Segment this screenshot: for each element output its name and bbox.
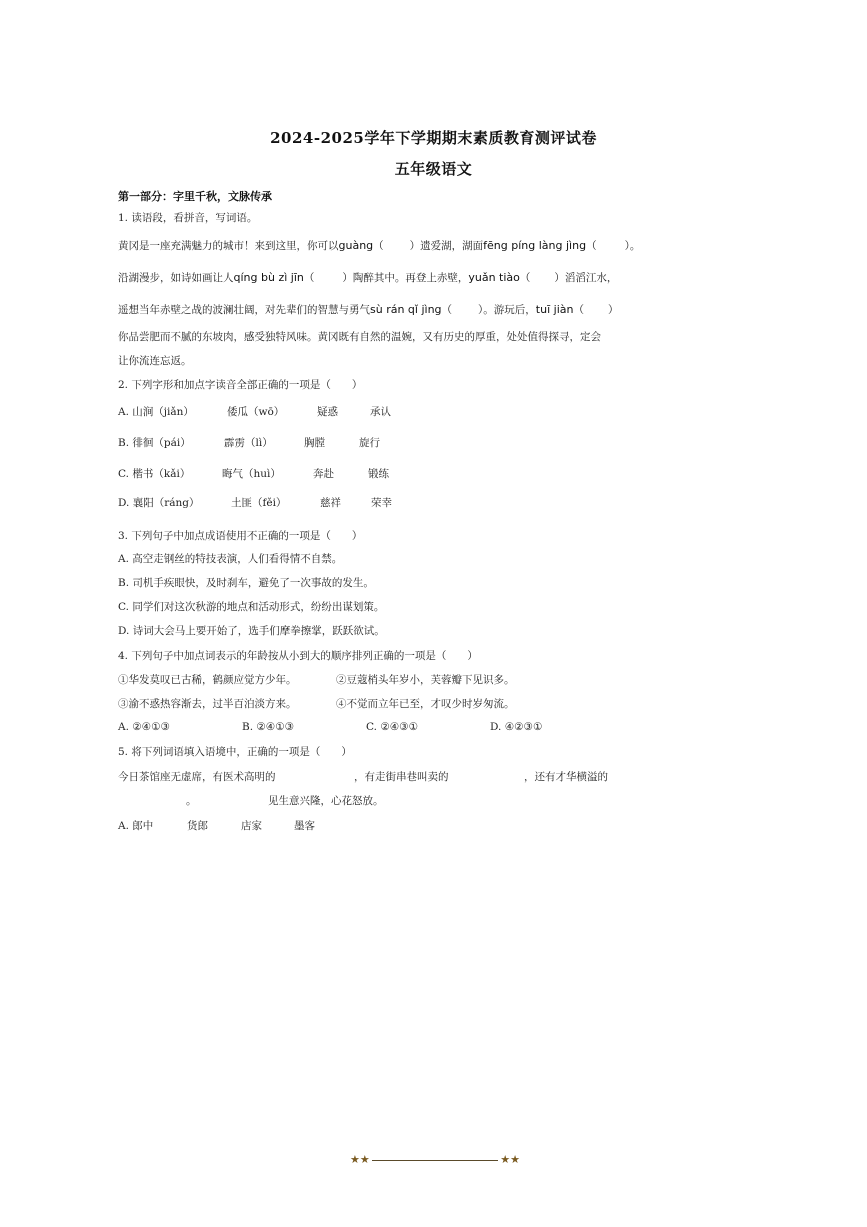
q1-pinyin: sù rán qǐ jìng (370, 303, 442, 316)
q4-option-c[interactable]: C. ②④③① (366, 721, 418, 733)
q3-option-c[interactable]: C. 同学们对这次秋游的地点和活动形式，纷纷出谋划策。 (118, 601, 385, 613)
q4-sentence-2: ②豆蔻梢头年岁小，芙蓉瓣下见识多。 (336, 674, 515, 686)
q5-text-3: ，还有才华横溢的 (524, 771, 608, 783)
q1-pinyin: guàng (338, 239, 374, 252)
q5-a-word1: A. 郎中 (118, 820, 154, 832)
q1-pinyin: tuī jiàn (535, 303, 574, 316)
q1-line-4: 你品尝肥而不腻的东坡肉，感受独特风味。黄冈既有自然的温婉，又有历史的厚重，处处值得探寻，定会 (118, 331, 601, 343)
q5-text-2: ，有走街串巷叫卖的 (354, 771, 449, 783)
q1-stem: 1. 读语段，看拼音，写词语。 (118, 212, 258, 224)
q1-text: 。 (629, 240, 641, 252)
q3-stem: 3. 下列句子中加点成语使用不正确的一项是（ ） (118, 530, 363, 542)
footer-divider (372, 1160, 498, 1161)
q4-stem: 4. 下列句子中加点词表示的年龄按从小到大的顺序排列正确的一项是（ ） (118, 650, 478, 662)
footer-ornament (350, 1153, 520, 1167)
q3-option-d[interactable]: D. 诗词大会马上要开始了，选手们摩拳擦掌，跃跃欲试。 (118, 625, 385, 637)
q4-option-b[interactable]: B. ②④①③ (242, 721, 295, 733)
q1-line-2: 沿湖漫步，如诗如画让人qíng bù zì jīn（ ）陶醉其中。再登上赤壁，yuǎn tiào（ ）滔滔江水， (118, 271, 618, 284)
star-icon: ★★ (350, 1153, 370, 1166)
q3-option-a[interactable]: A. 高空走钢丝的特技表演，人们看得情不自禁。 (118, 553, 343, 565)
q2-c-word1: C. 楷书（kǎi） (118, 468, 191, 480)
q1-text: 陶醉其中。再登上赤壁， (352, 272, 469, 284)
q1-text: 滔滔江水， (564, 272, 618, 284)
q1-text: 。游玩后， (483, 304, 536, 316)
q5-a-word2: 货郎 (187, 820, 208, 832)
q5-a-word3: 店家 (241, 820, 262, 832)
q4-sentence-3: ③渝不惑热容渐去，过半百泊淡方来。 (118, 698, 297, 710)
q5-text-1: 今日茶馆座无虚席，有医术高明的 (118, 771, 276, 783)
q5-a-word4: 墨客 (294, 820, 315, 832)
q2-d-word4: 荣幸 (371, 497, 392, 509)
q2-d-word3: 慈祥 (320, 497, 341, 509)
q1-text: 黄冈是一座充满魅力的城市！来到这里，你可以 (118, 240, 339, 252)
q2-b-word3: 胸膛 (304, 437, 325, 449)
q2-a-word1: A. 山涧（jiǎn） (118, 406, 194, 418)
q1-line-3: 遥想当年赤壁之战的波澜壮阔，对先辈们的智慧与勇气sù rán qǐ jìng（ ）。游玩后，tuī jiàn（ ） (118, 303, 619, 316)
part1-heading: 第一部分：字里千秋，文脉传承 (118, 190, 272, 203)
q2-c-word4: 锻练 (368, 468, 389, 480)
q1-pinyin: qíng bù zì jīn (233, 271, 304, 284)
q5-text-5: 见生意兴隆，心花怒放。 (268, 795, 384, 807)
exam-title: 2024-2025学年下学期期末素质教育测评试卷 (270, 129, 597, 147)
q1-pinyin: fēng píng làng jìng (483, 239, 587, 252)
q2-a-word3: 疑惑 (317, 406, 338, 418)
q2-a-word2: 倭瓜（wō） (227, 406, 285, 418)
q1-text: 遗爱湖，湖面 (420, 240, 484, 252)
q4-sentence-1: ①华发莫叹已古稀，鹤颜应觉方少年。 (118, 674, 297, 686)
q5-text-4: 。 (186, 795, 197, 807)
q4-option-d[interactable]: D. ④②③① (490, 721, 543, 733)
q2-d-word2: 土匪（fěi） (231, 497, 287, 509)
q1-text: 遥想当年赤壁之战的波澜壮阔，对先辈们的智慧与勇气 (118, 304, 370, 316)
q1-pinyin: yuǎn tiào (468, 271, 520, 284)
q3-option-b[interactable]: B. 司机手疾眼快，及时刹车，避免了一次事故的发生。 (118, 577, 374, 589)
exam-subtitle: 五年级语文 (394, 160, 473, 178)
q1-text: 沿湖漫步，如诗如画让人 (118, 272, 234, 284)
star-icon: ★★ (500, 1153, 520, 1166)
q2-b-word1: B. 徘徊（pái） (118, 437, 191, 449)
q2-stem: 2. 下列字形和加点字读音全部正确的一项是（ ） (118, 379, 363, 391)
q1-line-5: 让你流连忘返。 (118, 355, 192, 367)
q2-b-word2: 霹雳（lì） (224, 437, 273, 449)
q2-d-word1: D. 襄阳（ráng） (118, 497, 200, 509)
q2-b-word4: 旋行 (359, 437, 380, 449)
q5-stem: 5. 将下列词语填入语境中，正确的一项是（ ） (118, 746, 352, 758)
q4-sentence-4: ④不觉而立年已至，才叹少时岁匆流。 (336, 698, 515, 710)
q2-a-word4: 承认 (370, 406, 391, 418)
q4-option-a[interactable]: A. ②④①③ (118, 721, 170, 733)
q2-c-word3: 奔赴 (313, 468, 334, 480)
q2-c-word2: 晦气（huì） (222, 468, 281, 480)
q1-line-1: 黄冈是一座充满魅力的城市！来到这里，你可以guàng（ ）遗爱湖，湖面fēng píng làng jìng（ ）。 (118, 239, 641, 252)
